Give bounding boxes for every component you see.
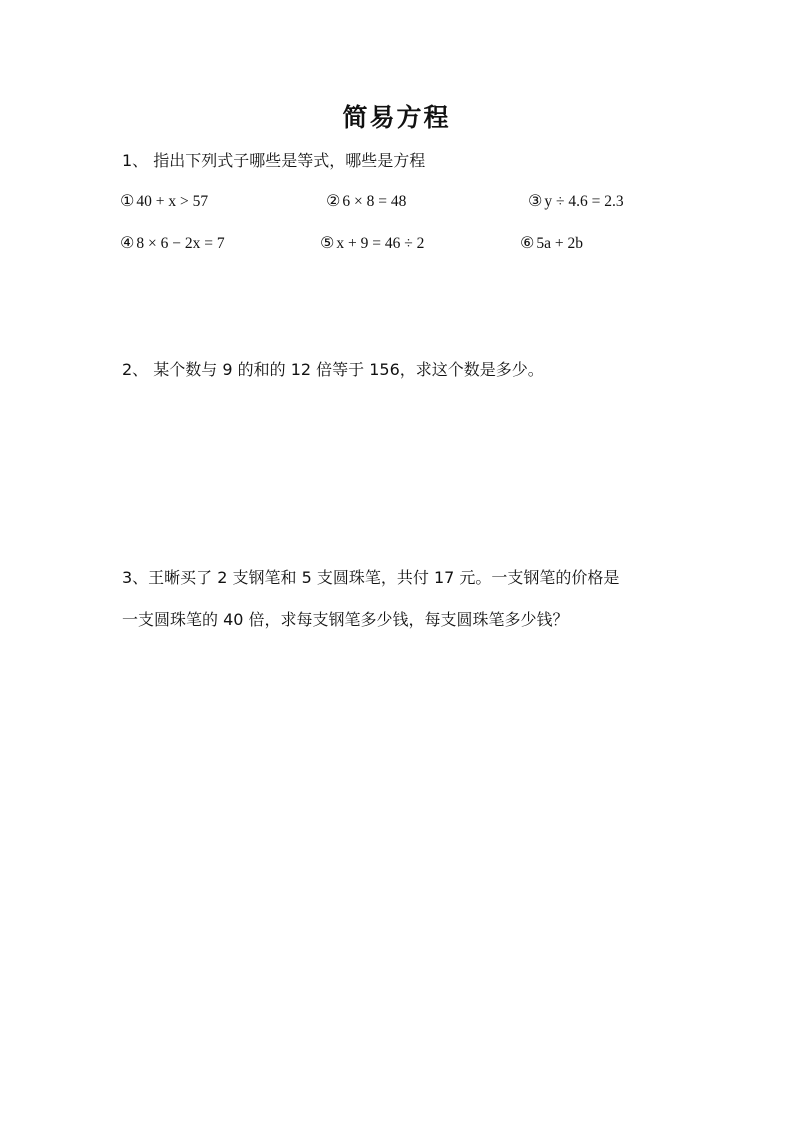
item-number: ⑤ (320, 233, 335, 252)
item-expression: 5a + 2b (536, 235, 583, 252)
item-number: ④ (120, 233, 135, 252)
expression-item-2 (326, 191, 406, 211)
item-expression: y ÷ 4.6 = 2.3 (544, 193, 624, 210)
expression-item-4 (120, 233, 225, 253)
item-number: ⑥ (520, 233, 535, 252)
expression-item-6 (520, 233, 583, 253)
page-title: 简易方程 (342, 103, 451, 132)
question-2-prompt: 2、 某个数与 9 的和的 12 倍等于 156，求这个数是多少。 (122, 360, 544, 379)
question-1-prompt: 1、 指出下列式子哪些是等式，哪些是方程 (122, 151, 426, 170)
item-expression: 40 + x > 57 (136, 193, 209, 210)
question-3-line-2: 一支圆珠笔的 40 倍，求每支钢笔多少钱，每支圆珠笔多少钱？ (122, 610, 569, 629)
expression-item-5 (320, 233, 424, 253)
expression-item-1 (120, 191, 208, 211)
item-number: ③ (528, 191, 543, 210)
item-number: ① (120, 191, 135, 210)
item-expression: 6 × 8 = 48 (342, 193, 407, 210)
item-expression: x + 9 = 46 ÷ 2 (336, 235, 425, 252)
expression-item-3 (528, 191, 624, 211)
item-number: ② (326, 191, 341, 210)
item-expression: 8 × 6 − 2x = 7 (136, 235, 225, 252)
question-3-line-1: 3、王晰买了 2 支钢笔和 5 支圆珠笔，共付 17 元。一支钢笔的价格是 (122, 568, 620, 587)
